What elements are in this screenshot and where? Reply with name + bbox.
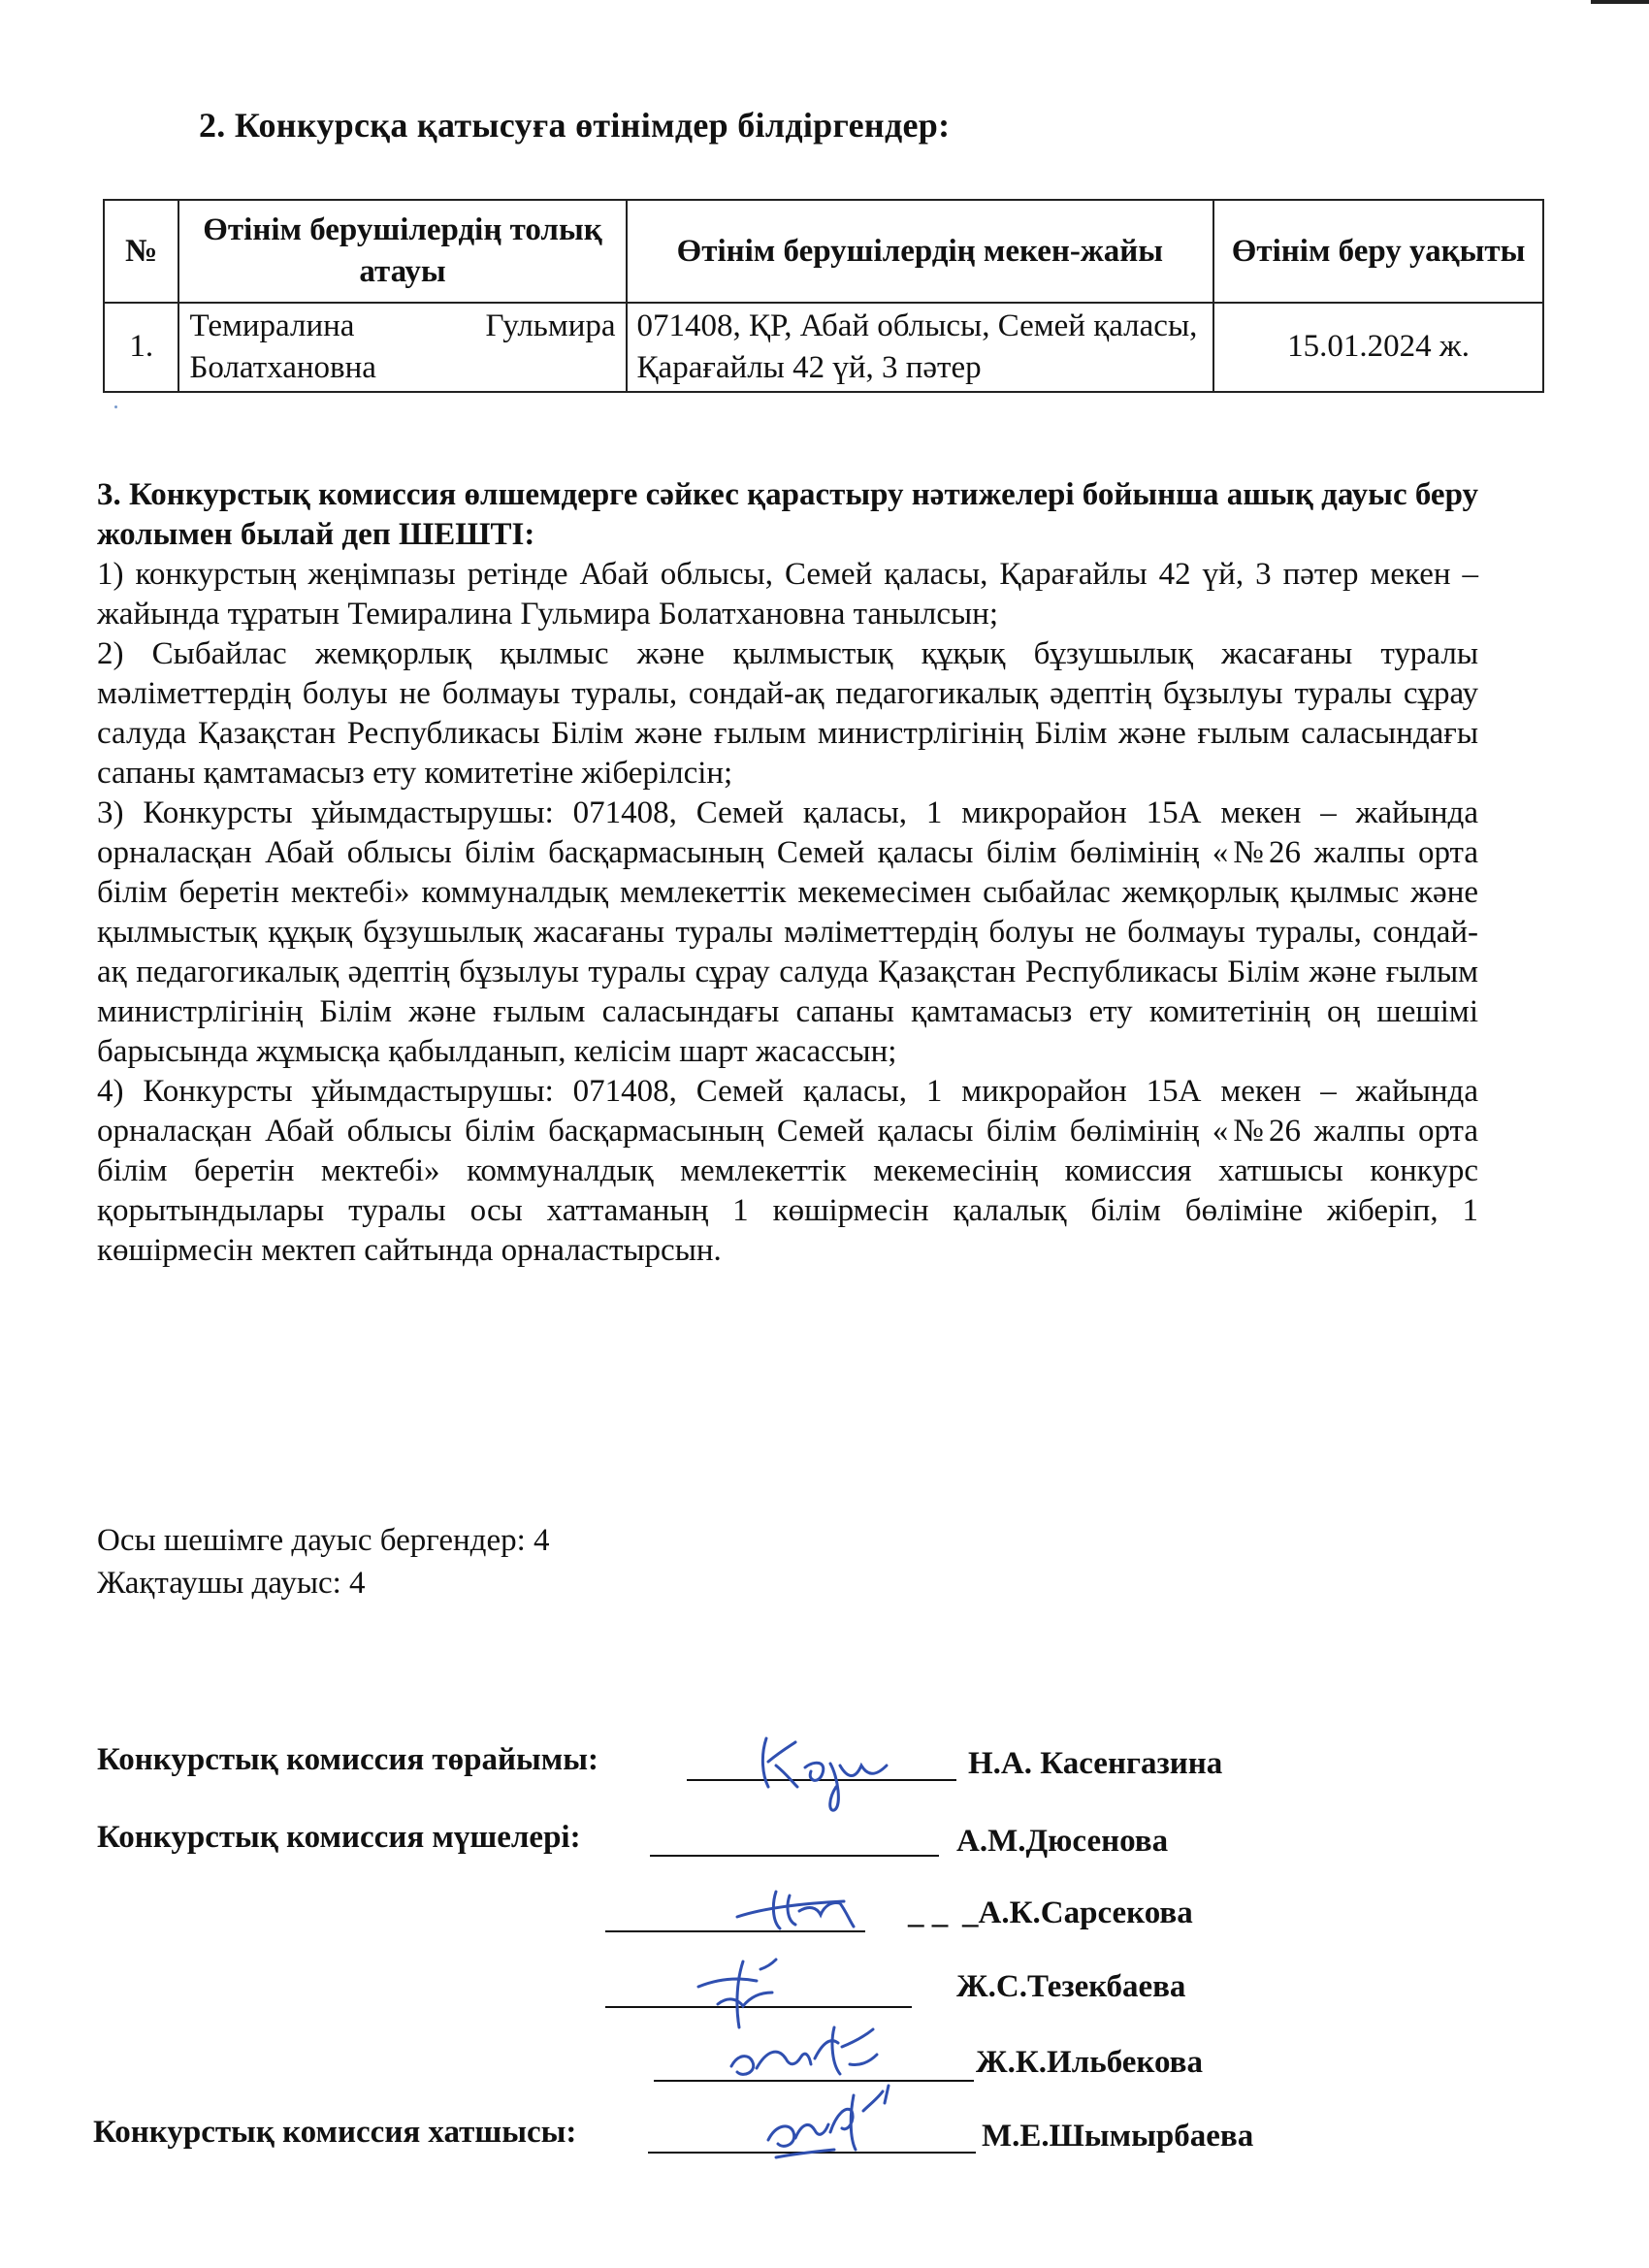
column-header-name: Өтінім берушілердің толық атауы (178, 200, 626, 303)
column-header-date: Өтінім беру уақыты (1213, 200, 1543, 303)
decision-item: 1) конкурстың жеңімпазы ретінде Абай облысы, Семей қаласы, Қарағайлы 42 үй, 3 пәтер мекен – жайында тұратын Темиралина Гульмира Болатхановна танылсын; (97, 557, 1478, 632)
member-2-signature (728, 1882, 883, 1940)
applicant-name: Темиралина Гульмира Болатхановна (178, 303, 626, 392)
table-row (104, 303, 1543, 392)
section-2-heading: 2. Конкурсқа қатысуға өтінімдер білдіргендер: (199, 106, 951, 145)
applicant-address: 071408, ҚР, Абай облысы, Семей қаласы, Қарағайлы 42 үй, 3 пәтер (627, 303, 1214, 392)
decision-item: 2) Сыбайлас жемқорлық қылмыс және қылмыстық құқық бұзушылық жасағаны туралы мәліметтердің болуы не болмауы туралы, сондай-ақ педагогикалық әдептің бұзылуы туралы сұрау салуда Қазақстан Республикасы Білім және ғылым министрлігінің Білім және ғылым саласындағы сапаны қамтамасыз ету комитетіне жіберілсін; (97, 636, 1478, 791)
scan-speck (114, 405, 117, 408)
row-number: 1. (104, 303, 178, 392)
member-3-name: Ж.С.Тезекбаева (956, 1969, 1186, 2004)
table-header-row (104, 200, 1543, 303)
column-header-address: Өтінім берушілердің мекен-жайы (627, 200, 1214, 303)
decision-item: 4) Конкурсты ұйымдастырушы: 071408, Семей қаласы, 1 микрорайон 15А мекен – жайында орналасқан Абай облысы білім басқармасының Семей қаласы білім бөлімінің «№26 жалпы орта білім беретін мектебі» коммуналдық мемлекеттік мекемесінің комиссия хатшысы конкурс қорытындылары туралы осы хаттаманың 1 көшірмесін қалалық білім бөліміне жіберіп, 1 көшірмесін мектеп сайтында орналастырсын. (97, 1074, 1478, 1268)
secretary-name: М.Е.Шымырбаева (982, 2119, 1254, 2154)
member-2-prefix: _ _ (908, 1895, 949, 1930)
member-2-name: _А.К.Сарсекова (962, 1895, 1193, 1930)
votes-in-favor: Жақтаушы дауыс: 4 (97, 1566, 366, 1601)
member-1-name: А.М.Дюсенова (956, 1824, 1169, 1859)
applicants-table (103, 199, 1544, 393)
member-1-signature-line (650, 1855, 939, 1857)
decision-item: 3) Конкурсты ұйымдастырушы: 071408, Семей қаласы, 1 микрорайон 15А мекен – жайында орналасқан Абай облысы білім басқармасының Семей қаласы білім бөлімінің «№26 жалпы орта білім беретін мектебі» коммуналдық мемлекеттік мекемесімен сыбайлас жемқорлық қылмыс және қылмыстық құқық бұзушылық жасағаны туралы мәліметтердің болуы не болмауы туралы, сондай-ақ педагогикалық әдептің бұзылуы туралы сұрау салуда Қазақстан Республикасы Білім және ғылым министрлігінің Білім және ғылым саласындағы сапаны қамтамасыз ету комитетінің оң шешімі барысында жұмысқа қабылданып, келісім шарт жасассын; (97, 795, 1478, 1069)
members-label: Конкурстық комиссия мүшелері: (97, 1820, 581, 1855)
chair-name: Н.А. Касенгазина (968, 1746, 1223, 1781)
secretary-signature (757, 2076, 912, 2173)
section-3-heading: 3. Конкурстық комиссия өлшемдерге сәйкес қарастыру нәтижелері бойынша ашық дауыс беру жолымен былай деп ШЕШТІ: (97, 477, 1478, 552)
vote-results (97, 1519, 550, 1604)
column-header-number: № (104, 200, 178, 303)
chair-label: Конкурстық комиссия төрайымы: (97, 1742, 599, 1777)
section-3 (97, 475, 1478, 1271)
scan-edge-mark (1591, 0, 1649, 4)
secretary-label: Конкурстық комиссия хатшысы: (93, 2115, 577, 2150)
member-4-name: Ж.К.Ильбекова (976, 2045, 1203, 2080)
application-date: 15.01.2024 ж. (1213, 303, 1543, 392)
chair-signature (747, 1717, 941, 1814)
votes-cast: Осы шешімге дауыс бергендер: 4 (97, 1523, 550, 1558)
